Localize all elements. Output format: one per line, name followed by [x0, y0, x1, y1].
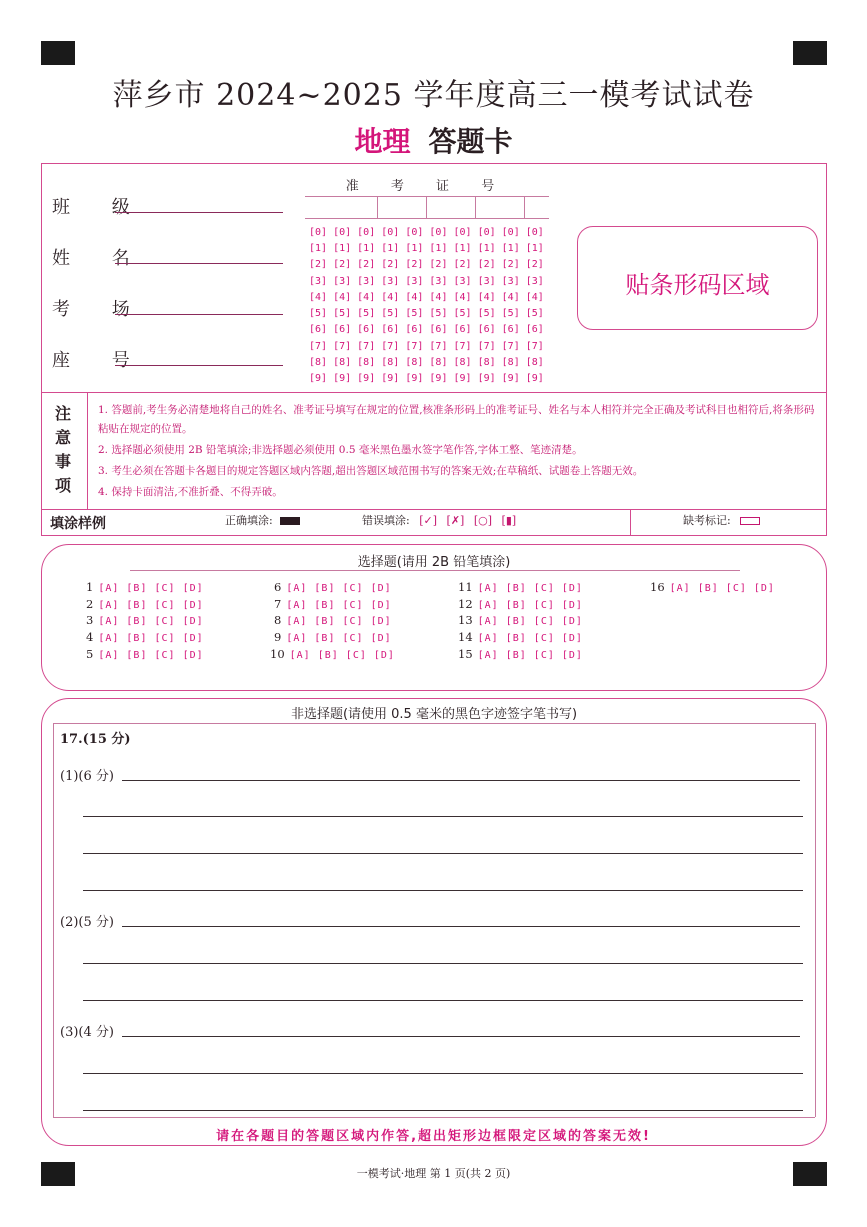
notes-heading: 注意事项 [54, 404, 71, 495]
exam-id-digits-6[interactable]: [6] [6] [6] [6] [6] [6] [6] [6] [6] [6] [309, 324, 544, 335]
answer-line[interactable] [122, 780, 800, 781]
choice-number: 3 [86, 613, 94, 627]
absent-mark [683, 512, 760, 528]
correct-fill-label: 正确填涂: [225, 514, 273, 527]
choice-question [270, 647, 395, 661]
choice-question [274, 597, 392, 611]
choice-number: 12 [458, 597, 473, 611]
answer-line[interactable] [83, 816, 803, 817]
choice-options[interactable]: [A] [B] [C] [D] [477, 583, 583, 594]
choice-question [650, 580, 775, 594]
exam-room-input[interactable] [115, 314, 283, 315]
divider [377, 196, 378, 218]
barcode-area [577, 226, 818, 330]
question-17-label: 17.(15 分) [60, 732, 131, 747]
divider [41, 392, 827, 393]
choice-options[interactable]: [A] [B] [C] [D] [98, 583, 204, 594]
choice-question [274, 580, 392, 594]
choice-question [274, 630, 392, 644]
divider [305, 218, 549, 219]
divider [87, 392, 88, 509]
choice-question [458, 597, 583, 611]
choice-number: 14 [458, 630, 473, 644]
choice-title: 选择题(请用 2B 铅笔填涂) [357, 555, 511, 570]
choice-options[interactable]: [A] [B] [C] [D] [477, 633, 583, 644]
class-label: 班 级 [52, 197, 148, 218]
exam-room-label: 考 场 [52, 299, 148, 320]
note-item: 2. 选择题必须使用 2B 铅笔填涂;非选择题必须使用 0.5 毫米黑色墨水签字笔作答,字体工整、笔迹清楚。 [98, 444, 583, 456]
answer-line[interactable] [83, 1073, 803, 1074]
choice-number: 8 [274, 613, 282, 627]
nonchoice-title: 非选择题(请使用 0.5 毫米的黑色字迹签字笔书写) [290, 707, 578, 722]
registration-mark-top-left [41, 41, 75, 65]
choice-question [86, 597, 204, 611]
subject-label: 地理 [354, 125, 411, 158]
divider [41, 509, 827, 510]
correct-fill-example [225, 512, 300, 528]
seat-label: 座 号 [52, 350, 148, 371]
divider [524, 196, 525, 218]
exam-id-digits-5[interactable]: [5] [5] [5] [5] [5] [5] [5] [5] [5] [5] [309, 308, 544, 319]
exam-id-digits-8[interactable]: [8] [8] [8] [8] [8] [8] [8] [8] [8] [8] [309, 357, 544, 368]
wrong-mark-check-icon: [✓] [419, 514, 438, 527]
wrong-fill-label: 错误填涂: [362, 514, 410, 527]
name-label: 姓 名 [52, 248, 148, 269]
part-2-label: (2)(5 分) [60, 915, 114, 930]
choice-options[interactable]: [A] [B] [C] [D] [286, 616, 392, 627]
choice-question [458, 613, 583, 627]
exam-id-digits-3[interactable]: [3] [3] [3] [3] [3] [3] [3] [3] [3] [3] [309, 276, 544, 287]
choice-options[interactable]: [A] [B] [C] [D] [98, 633, 204, 644]
choice-options[interactable]: [A] [B] [C] [D] [98, 616, 204, 627]
filled-box-icon [280, 517, 300, 525]
divider [53, 723, 815, 724]
divider [53, 1117, 815, 1118]
exam-id-digits-2[interactable]: [2] [2] [2] [2] [2] [2] [2] [2] [2] [2] [309, 259, 544, 270]
choice-options[interactable]: [A] [B] [C] [D] [286, 600, 392, 611]
exam-id-digits-1[interactable]: [1] [1] [1] [1] [1] [1] [1] [1] [1] [1] [309, 243, 544, 254]
seat-input[interactable] [115, 365, 283, 366]
registration-mark-top-right [793, 41, 827, 65]
wrong-mark-circle-icon: [○] [473, 514, 493, 527]
answer-line[interactable] [83, 890, 803, 891]
exam-id-digits-9[interactable]: [9] [9] [9] [9] [9] [9] [9] [9] [9] [9] [309, 373, 544, 384]
choice-question [86, 613, 204, 627]
choice-question [458, 630, 583, 644]
exam-id-digits-7[interactable]: [7] [7] [7] [7] [7] [7] [7] [7] [7] [7] [309, 341, 544, 352]
absent-mark-label: 缺考标记: [683, 514, 731, 527]
exam-id-digits-4[interactable]: [4] [4] [4] [4] [4] [4] [4] [4] [4] [4] [309, 292, 544, 303]
choice-number: 16 [650, 580, 665, 594]
divider [53, 723, 54, 1117]
class-input[interactable] [115, 212, 283, 213]
divider [630, 509, 631, 536]
choice-number: 7 [274, 597, 282, 611]
choice-options[interactable]: [A] [B] [C] [D] [286, 633, 392, 644]
wrong-mark-half-icon: [▮] [501, 514, 517, 527]
answer-line[interactable] [83, 963, 803, 964]
choice-number: 11 [458, 580, 473, 594]
wrong-mark-cross-icon: [✗] [446, 514, 465, 527]
choice-question [458, 580, 583, 594]
choice-number: 10 [270, 647, 285, 661]
answer-line[interactable] [122, 1036, 800, 1037]
choice-number: 2 [86, 597, 94, 611]
answer-line[interactable] [83, 1000, 803, 1001]
exam-id-title: 准 考 证 号 [345, 179, 509, 194]
choice-options[interactable]: [A] [B] [C] [D] [477, 616, 583, 627]
barcode-label: 贴条形码区域 [625, 271, 770, 299]
choice-options[interactable]: [A] [B] [C] [D] [98, 600, 204, 611]
answer-line[interactable] [83, 1110, 803, 1111]
part-3-label: (3)(4 分) [60, 1025, 114, 1040]
choice-options[interactable]: [A] [B] [C] [D] [286, 583, 392, 594]
wrong-fill-example [362, 512, 516, 528]
note-item: 3. 考生必须在答题卡各题目的规定答题区域内答题,超出答题区域范围书写的答案无效;在草稿纸、试题卷上答题无效。 [98, 465, 644, 477]
choice-options[interactable]: [A] [B] [C] [D] [289, 650, 395, 661]
choice-number: 5 [86, 647, 94, 661]
choice-number: 9 [274, 630, 282, 644]
divider [305, 196, 549, 197]
choice-number: 15 [458, 647, 473, 661]
choice-question [86, 647, 204, 661]
choice-number: 13 [458, 613, 473, 627]
choice-question [86, 580, 204, 594]
part-1-label: (1)(6 分) [60, 769, 114, 784]
nonchoice-section [41, 698, 827, 1146]
choice-number: 4 [86, 630, 94, 644]
choice-options[interactable]: [A] [B] [C] [D] [477, 600, 583, 611]
note-item: 1. 答题前,考生务必清楚地将自己的姓名、准考证号填写在规定的位置,核准条形码上的准考证号、姓名与本人相符并完全正确及考试科目也相符后,将条形码粘贴在规定的位置。 [98, 404, 815, 435]
choice-options[interactable]: [A] [B] [C] [D] [98, 650, 204, 661]
choice-number: 1 [86, 580, 94, 594]
divider [815, 723, 816, 1117]
divider [426, 196, 427, 218]
choice-question [458, 647, 583, 661]
divider [475, 196, 476, 218]
page-footer: 一模考试·地理 第 1 页(共 2 页) [356, 1167, 511, 1180]
choice-options[interactable]: [A] [B] [C] [D] [477, 650, 583, 661]
fill-example-label: 填涂样例 [50, 516, 106, 532]
choice-question [274, 613, 392, 627]
note-item: 4. 保持卡面清洁,不准折叠、不得弄破。 [98, 486, 283, 498]
page-title: 萍乡市 2024~2025 学年度高三一模考试试卷 [112, 78, 755, 113]
divider [130, 570, 740, 571]
name-input[interactable] [115, 263, 283, 264]
exam-id-digits-0[interactable]: [0] [0] [0] [0] [0] [0] [0] [0] [0] [0] [309, 227, 544, 238]
choice-question [86, 630, 204, 644]
card-label: 答题卡 [428, 125, 513, 158]
answer-line[interactable] [122, 926, 800, 927]
absent-mark-box[interactable] [740, 517, 760, 525]
answer-line[interactable] [83, 853, 803, 854]
choice-number: 6 [274, 580, 282, 594]
choice-options[interactable]: [A] [B] [C] [D] [669, 583, 775, 594]
page-subtitle [0, 120, 867, 160]
footer-warning: 请在各题目的答题区域内作答,超出矩形边框限定区域的答案无效! [216, 1129, 651, 1144]
